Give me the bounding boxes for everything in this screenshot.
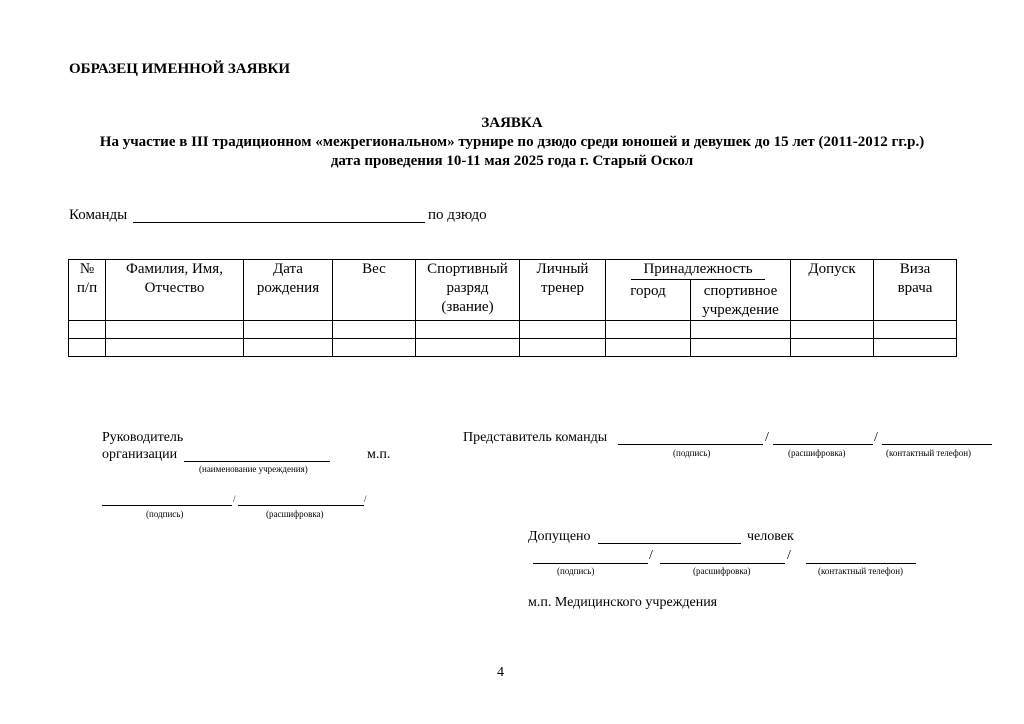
rep-decode-caption: (расшифровка) [788, 448, 846, 458]
rep-signature-field[interactable] [618, 444, 763, 445]
admitted-label: Допущено [528, 529, 591, 544]
document-heading: ОБРАЗЕЦ ИМЕННОЙ ЗАЯВКИ [69, 61, 291, 77]
doctor-phone-caption: (контактный телефон) [818, 566, 904, 576]
col-header-birthdate: Дата рождения [244, 260, 333, 321]
head-decode-field[interactable] [238, 505, 364, 506]
col-header-doctor-visa: Виза врача [874, 260, 957, 321]
title-line-1: ЗАЯВКА [481, 115, 543, 131]
col-header-coach: Личный тренер [520, 260, 606, 321]
col-header-fullname: Фамилия, Имя, Отчество [106, 260, 244, 321]
team-label: Команды [69, 207, 128, 223]
doctor-phone-field[interactable] [806, 563, 916, 564]
rep-phone-caption: (контактный телефон) [886, 448, 972, 458]
title-line-2: На участие в III традиционном «межрегиональном» турнире по дзюдо среди юношей и девушек до 15 лет (2011-2012 гг.р.) [99, 134, 925, 150]
title-line-3: дата проведения 10-11 мая 2025 года г. Старый Оскол [330, 153, 694, 169]
col-header-admission: Допуск [791, 260, 874, 321]
col-header-sport-rank: Спортивный разряд (звание) [416, 260, 520, 321]
entry-table [68, 259, 957, 357]
table-row[interactable] [69, 339, 957, 357]
medical-stamp-label: м.п. Медицинского учреждения [528, 595, 718, 610]
rep-phone-field[interactable] [882, 444, 992, 445]
doctor-signature-field[interactable] [533, 563, 648, 564]
col-header-number: № п/п [69, 260, 106, 321]
doctor-decode-field[interactable] [660, 563, 785, 564]
col-header-affiliation: Принадлежность [606, 260, 791, 281]
head-signature-field[interactable] [102, 505, 232, 506]
head-label-line-2: организации [102, 447, 178, 462]
head-decode-caption: (расшифровка) [266, 509, 324, 519]
doctor-decode-caption: (расшифровка) [693, 566, 751, 576]
head-signature-caption: (подпись) [146, 509, 184, 519]
head-label-line-1: Руководитель [102, 430, 184, 445]
rep-signature-caption: (подпись) [673, 448, 711, 458]
page-number: 4 [497, 665, 504, 680]
people-label: человек [747, 529, 794, 544]
col-header-city: город [606, 280, 691, 321]
team-suffix: по дзюдо [428, 207, 487, 223]
col-header-weight: Вес [333, 260, 416, 321]
table-row[interactable] [69, 321, 957, 339]
team-name-field[interactable] [133, 222, 425, 223]
stamp-label: м.п. [367, 447, 391, 462]
doctor-signature-caption: (подпись) [557, 566, 595, 576]
admitted-count-field[interactable] [598, 543, 741, 544]
representative-label: Представитель команды [463, 430, 608, 445]
org-name-field[interactable] [184, 461, 330, 462]
col-header-sport-school: спортивное учреждение [691, 280, 791, 321]
rep-decode-field[interactable] [773, 444, 873, 445]
org-name-caption: (наименование учреждения) [199, 464, 308, 474]
